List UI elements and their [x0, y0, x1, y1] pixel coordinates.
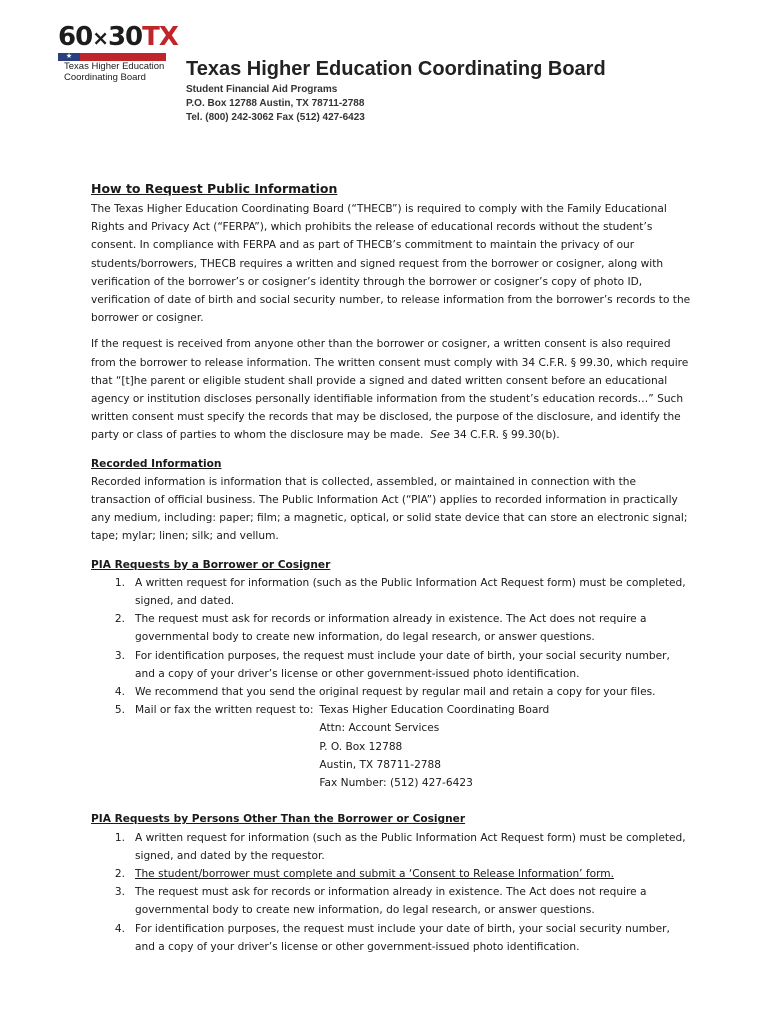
document-body: [91, 180, 691, 956]
consent-paragraph: [91, 335, 691, 444]
agency-phone: Tel. (800) 242-3062 Fax (512) 427-6423: [186, 112, 365, 123]
logo-red-stripe: [80, 53, 166, 61]
see-label: See: [430, 429, 450, 442]
list-text: For identification purposes, the request must include your date of birth, your social security number, and a copy of your driver’s license or other government-issued photo identification.: [135, 649, 670, 680]
logo-subtitle-2: Coordinating Board: [64, 72, 146, 83]
logo-number-30: 30: [107, 22, 143, 52]
agency-program: Student Financial Aid Programs: [186, 84, 338, 95]
list-text: The student/borrower must complete and submit a ‘Consent to Release Information’ form.: [135, 867, 614, 880]
fax-number: Fax Number: (512) 427-6423: [319, 777, 473, 790]
ferpa-paragraph: The Texas Higher Education Coordinating Board (“THECB”) is required to comply with the Family Educational Rights and Privacy Act (“FERPA”), which prohibits the release of educational records without the student’s consent. In compliance with FERPA and as part of THECB’s commitment to maintain the privacy of our students/borrowers, THECB requires a written and signed request from the borrower or cosigner, along with verification of the borrower’s or cosigner’s identity through the borrower or cosigner’s copy of photo ID, verification of date of birth and social security number, to release information from the borrower’s records to the borrower or cosigner.: [91, 203, 691, 325]
list-item: [91, 920, 691, 956]
consent-text: If the request is received from anyone other than the borrower or cosigner, a written consent is also required from the borrower to release information. The written consent must comply with 34 C.F.R. § 99.30, which require that “[t]he parent or eligible student shall provide a signed and dated written consent before an educational agency or institution discloses personally identifiable information from the student’s education records…” Such written consent must specify the records that may be disclosed, the purpose of the disclosure, and identify the party or class of parties to whom the disclosure may be made.: [91, 338, 689, 442]
list-text: The request must ask for records or information already in existence. The Act does not require a governmental body to create new information, do legal research, or answer questions.: [135, 613, 647, 644]
cfr-citation: 34 C.F.R. § 99.30(b).: [449, 429, 560, 442]
logo-number-60: 60: [58, 22, 93, 52]
list-item: [91, 829, 691, 865]
logo-tx: TX: [142, 22, 178, 52]
logo-flag-bar: [58, 53, 166, 61]
logo-times: ×: [92, 26, 108, 50]
list-number: 4.: [114, 922, 125, 935]
list-item: [91, 647, 691, 683]
agency-address: P.O. Box 12788 Austin, TX 78711-2788: [186, 98, 365, 109]
list-number: 1.: [114, 576, 125, 589]
list-number: 4.: [114, 686, 125, 699]
list-number: 1.: [114, 831, 125, 844]
list-number: 3.: [114, 886, 125, 899]
list-text: For identification purposes, the request must include your date of birth, your social security number, and a copy of your driver’s license or other government-issued photo identification.: [135, 922, 670, 953]
list-number: 2.: [114, 613, 125, 626]
list-item: [91, 683, 691, 701]
logo-subtitle-1: Texas Higher Education: [64, 61, 165, 72]
mailing-address: [319, 701, 549, 792]
list-text: We recommend that you send the original request by regular mail and retain a copy for your files.: [135, 686, 656, 699]
list-number: 3.: [114, 649, 125, 662]
list-text: A written request for information (such as the Public Information Act Request form) must be completed, signed, and dated.: [135, 576, 686, 608]
pia-others-list: [91, 829, 691, 956]
list-text: A written request for information (such as the Public Information Act Request form) must be completed, signed, and dated by the requestor.: [135, 831, 686, 862]
address-line: P. O. Box 12788: [319, 740, 403, 753]
recorded-info-text: Recorded information is information that is collected, assembled, or maintained in connection with the transaction of official business. The Public Information Act (“PIA”) applies to recorded information in practically any medium, including: paper; film; a magnetic, optical, or solid state device that can store an electronic signal; tape; mylar; linen; silk; and vellum.: [91, 475, 688, 543]
list-item: [91, 883, 691, 919]
list-number: 2.: [114, 867, 125, 880]
thecb-logo: [58, 22, 178, 84]
list-text: The request must ask for records or information already in existence. The Act does not require a governmental body to create new information, do legal research, or answer questions.: [135, 886, 647, 917]
page-title: How to Request Public Information: [91, 181, 338, 196]
address-line: Attn: Account Services: [319, 722, 440, 735]
logo-mark: [58, 22, 178, 52]
list-item: [91, 701, 691, 792]
pia-borrower-list: [91, 574, 691, 792]
pia-others-heading: PIA Requests by Persons Other Than the Borrower or Cosigner: [91, 813, 466, 826]
list-item: [91, 574, 691, 610]
address-line: Texas Higher Education Coordinating Board: [319, 704, 550, 717]
star-icon: ★: [58, 53, 80, 61]
list-item: [91, 610, 691, 646]
list-item: [91, 865, 691, 883]
list-number: 5.: [114, 704, 125, 717]
mail-fax-item: [135, 701, 691, 792]
address-line: Austin, TX 78711-2788: [319, 758, 442, 771]
pia-borrower-heading: PIA Requests by a Borrower or Cosigner: [91, 558, 331, 571]
list-text: Mail or fax the written request to:: [135, 704, 314, 717]
recorded-info-heading: Recorded Information: [91, 457, 222, 470]
agency-header: [186, 58, 606, 125]
agency-name: Texas Higher Education Coordinating Board: [186, 58, 606, 80]
